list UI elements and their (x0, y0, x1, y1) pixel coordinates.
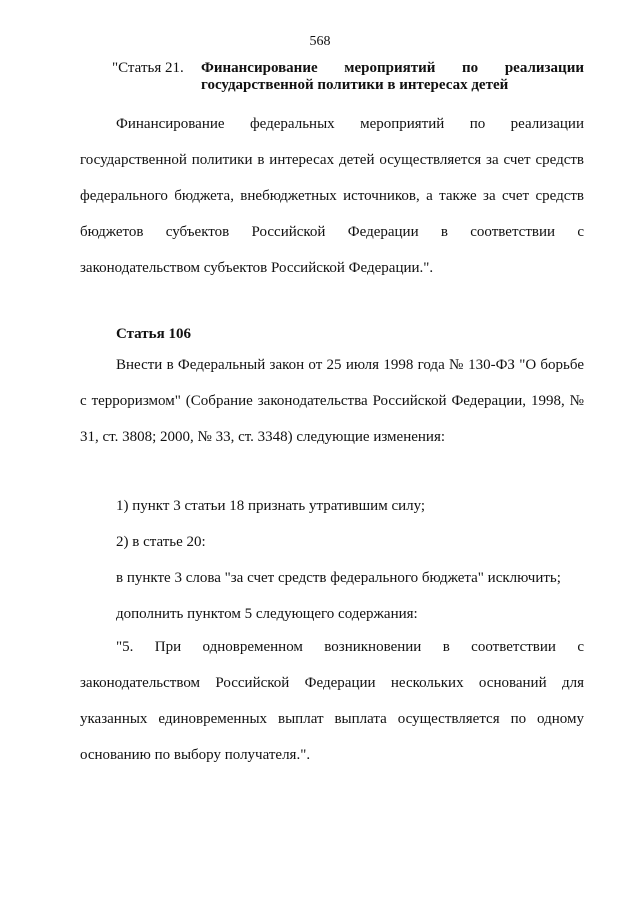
article-21-heading (112, 60, 584, 94)
article-21-body: Финансирование федеральных мероприятий по реализации государственной политики в интересах детей осуществляется за счет средств федерального бюджета, внебюджетных источников, а также за счет средств бюджетов субъектов Российской Федерации в соответствии с законодательством субъектов Российской Федерации.". (80, 116, 584, 276)
article-106-quote: "5. При одновременном возникновении в соответствии с законодательством Российской Федерации нескольких оснований для указанных единовременных выплат выплата осуществляется по одному основанию по выбору получателя.". (80, 639, 584, 763)
page-number: 568 (309, 34, 331, 49)
article-21-prefix: "Статья 21. (112, 60, 184, 76)
article-106-intro: Внести в Федеральный закон от 25 июля 1998 года № 130-ФЗ "О борьбе с терроризмом" (Собрание законодательства Российской Федерации, 1998, № 31, ст. 3808; 2000, № 33, ст. 3348) следующие изменения: (80, 357, 584, 445)
title-word: мероприятий (344, 60, 436, 76)
title-word: Финансирование (201, 60, 318, 76)
article-21-title-line2: государственной политики в интересах детей (201, 77, 509, 93)
article-106-item-1: 1) пункт 3 статьи 18 признать утратившим силу; (116, 498, 426, 514)
title-word: по (462, 60, 479, 76)
article-106-heading: Статья 106 (116, 326, 191, 342)
article-106-item-2a: в пункте 3 слова "за счет средств федерального бюджета" исключить; (116, 570, 561, 586)
article-21-title-line1 (201, 60, 584, 77)
title-word: реализации (504, 60, 584, 76)
article-106-item-2: 2) в статье 20: (116, 534, 206, 550)
article-106-item-2b: дополнить пунктом 5 следующего содержания: (116, 606, 418, 622)
